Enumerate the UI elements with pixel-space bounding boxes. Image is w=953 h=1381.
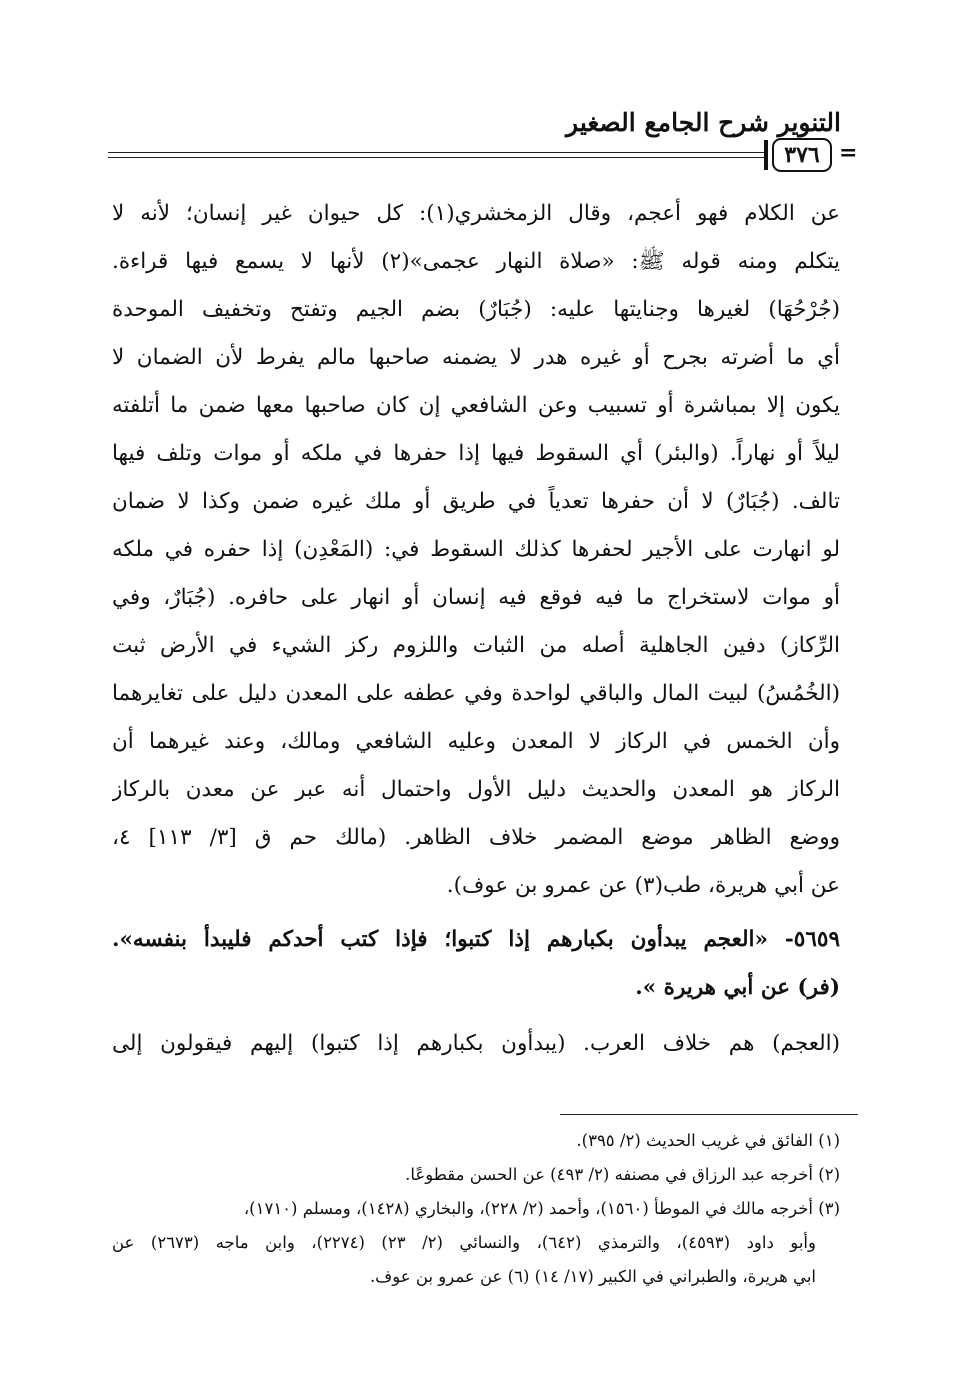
- text-line: عن الكلام فهو أعجم، وقال الزمخشري(١): كل حيوان غير إنسان؛ لأنه لا: [112, 201, 840, 226]
- header-rule-top: [108, 152, 766, 153]
- page-number: ٣٧٦: [772, 138, 832, 172]
- footnote-3: (٣) أخرجه مالك في الموطأ (١٥٦٠)، وأحمد (٢/ ٢٢٨)، والبخاري (١٤٢٨)، ومسلم (١٧١٠)،: [243, 1199, 840, 1218]
- text-line: أي ما أضرته بجرح أو غيره هدر لا يضمنه صاحبها مالم يفرط لأن الضمان لا: [112, 345, 840, 370]
- footnote-3-continued: وأبو داود (٤٥٩٣)، والترمذي (٦٤٢)، والنسائي (٢/ ٢٣) (٢٢٧٤)، وابن ماجه (٢٦٧٣) عن: [112, 1233, 816, 1252]
- main-text: [112, 190, 840, 1068]
- footnote-separator: [560, 1114, 858, 1115]
- text-line: يتكلم ومنه قوله ﷺ: «صلاة النهار عجمى»(٢) لأنها لا يسمع فيها قراءة.: [112, 249, 840, 274]
- footnote-1: (١) الفائق في غريب الحديث (٢/ ٣٩٥).: [576, 1131, 840, 1150]
- footnotes: [112, 1124, 840, 1294]
- text-line: (الخُمُسُ) لبيت المال والباقي لواحدة وفي عطفه على المعدن دليل على تغايرهما: [112, 681, 840, 706]
- text-line: لو انهارت على الأجير لحفرها كذلك السقوط في: (المَعْدِن) إذا حفره في ملكه: [112, 537, 840, 562]
- hadith-source: (فر) عن أبي هريرة ».: [635, 975, 840, 1000]
- text-line: يكون إلا بمباشرة أو تسبيب وعن الشافعي إن كان صاحبها معها ضمن ما أتلفته: [112, 393, 840, 418]
- header-equals-mark: =: [839, 140, 858, 166]
- text-line: أو موات لاستخراج ما فيه فوقع فيه إنسان أو انهار على حافره. (جُبَارٌ، وفي: [112, 585, 840, 610]
- header-rule-bottom: [108, 157, 766, 158]
- running-title: التنوير شرح الجامع الصغير: [566, 108, 841, 137]
- text-line: الرِّكاز) دفين الجاهلية أصله من الثبات واللزوم ركز الشيء في الأرض ثبت: [112, 633, 840, 658]
- text-line: (جُرْحُهَا) لغيرها وجنايتها عليه: (جُبَارٌ) بضم الجيم وتفتح وتخفيف الموحدة: [112, 297, 840, 322]
- text-line: وأن الخمس في الركاز لا المعدن وعليه الشافعي ومالك، وعند غيرهما أن: [112, 729, 840, 754]
- text-line: ووضع الظاهر موضع المضمر خلاف الظاهر. (مالك حم ق [٣/ ١١٣] ٤،: [112, 825, 840, 850]
- text-line: ليلاً أو نهاراً. (والبئر) أي السقوط فيها إذا حفرها في ملكه أو موات وتلف فيها: [112, 441, 840, 466]
- page-number-tick: [764, 140, 768, 170]
- text-line: الركاز هو المعدن والحديث دليل الأول واحتمال أنه عبر عن معدن بالركاز: [112, 777, 840, 802]
- commentary-line: (العجم) هم خلاف العرب. (يبدأون بكبارهم إذا كتبوا) إليهم فيقولون إلى: [112, 1031, 840, 1056]
- text-line: تالف. (جُبَارٌ) لا أن حفرها تعدياً في طريق أو ملك غيره ضمن وكذا لا ضمان: [112, 489, 840, 514]
- footnote-2: (٢) أخرجه عبد الرزاق في مصنفه (٢/ ٤٩٣) عن الحسن مقطوعًا.: [405, 1165, 840, 1184]
- hadith-text: ٥٦٥٩- «العجم يبدأون بكبارهم إذا كتبوا؛ فإذا كتب أحدكم فليبدأ بنفسه».: [112, 927, 840, 952]
- footnote-3-continued: ابي هريرة، والطبراني في الكبير (١٧/ ١٤) (٦) عن عمرو بن عوف.: [369, 1267, 816, 1286]
- text-line: عن أبي هريرة، طب(٣) عن عمرو بن عوف).: [446, 873, 840, 898]
